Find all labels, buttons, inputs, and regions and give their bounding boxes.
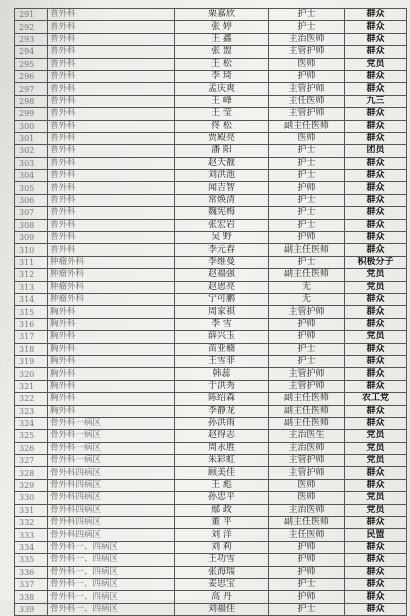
political-status-cell: 群众 xyxy=(345,108,407,120)
row-number: 332 xyxy=(15,517,48,529)
department-cell: 骨外科一、四病区 xyxy=(48,603,175,615)
political-status-cell: 群众 xyxy=(345,21,407,33)
political-status-cell: 民盟 xyxy=(345,529,407,541)
table-row xyxy=(15,46,407,58)
department-cell: 胸外科 xyxy=(48,306,175,318)
name-cell: 常焕清 xyxy=(175,194,269,206)
row-number: 296 xyxy=(15,70,48,82)
row-number: 320 xyxy=(15,368,48,380)
name-cell: 李维曼 xyxy=(175,256,269,268)
title-cell: 主治医师 xyxy=(269,33,345,45)
name-cell: 赵得志 xyxy=(175,430,269,442)
political-status-cell: 群众 xyxy=(345,182,407,194)
title-cell: 护士 xyxy=(269,9,345,21)
table-row xyxy=(15,355,407,367)
row-number: 326 xyxy=(15,442,48,454)
title-cell: 护士 xyxy=(269,256,345,268)
department-cell: 骨外科一、四病区 xyxy=(48,554,175,566)
row-number: 293 xyxy=(15,33,48,45)
title-cell: 主管护师 xyxy=(269,455,345,467)
name-cell: 朱彩虹 xyxy=(175,455,269,467)
political-status-cell: 农工党 xyxy=(345,393,407,405)
title-cell: 副主任医师 xyxy=(269,405,345,417)
table-row xyxy=(15,578,407,590)
title-cell: 副主任医师 xyxy=(269,417,345,429)
row-number: 301 xyxy=(15,132,48,144)
department-cell: 骨外科一病区 xyxy=(48,455,175,467)
row-number: 291 xyxy=(15,9,48,21)
row-number: 328 xyxy=(15,467,48,479)
title-cell: 医师 xyxy=(269,479,345,491)
title-cell: 护士 xyxy=(269,343,345,355)
political-status-cell: 党员 xyxy=(345,281,407,293)
name-cell: 刘福佳 xyxy=(175,603,269,615)
row-number: 306 xyxy=(15,194,48,206)
political-status-cell: 群众 xyxy=(345,467,407,479)
title-cell: 副主任医师 xyxy=(269,269,345,281)
department-cell: 普外科 xyxy=(48,219,175,231)
table-row xyxy=(15,120,407,132)
row-number: 323 xyxy=(15,405,48,417)
department-cell: 普外科 xyxy=(48,170,175,182)
political-status-cell: 群众 xyxy=(345,479,407,491)
department-cell: 普外科 xyxy=(48,33,175,45)
name-cell: 董 平 xyxy=(175,517,269,529)
row-number: 330 xyxy=(15,492,48,504)
political-status-cell: 群众 xyxy=(345,318,407,330)
department-cell: 普外科 xyxy=(48,244,175,256)
name-cell: 王 莹 xyxy=(175,108,269,120)
table-row xyxy=(15,269,407,281)
table-row xyxy=(15,504,407,516)
name-cell: 栗嘉欣 xyxy=(175,9,269,21)
name-cell: 张 婷 xyxy=(175,21,269,33)
political-status-cell: 群众 xyxy=(345,120,407,132)
title-cell: 护师 xyxy=(269,182,345,194)
row-number: 310 xyxy=(15,244,48,256)
political-status-cell: 党员 xyxy=(345,504,407,516)
department-cell: 骨外科四病区 xyxy=(48,504,175,516)
name-cell: 李元春 xyxy=(175,244,269,256)
political-status-cell: 群众 xyxy=(345,355,407,367)
table-row xyxy=(15,9,407,21)
political-status-cell: 群众 xyxy=(345,132,407,144)
department-cell: 骨外科一、四病区 xyxy=(48,591,175,603)
department-cell: 骨外科一病区 xyxy=(48,442,175,454)
department-cell: 肿瘤外科 xyxy=(48,293,175,305)
row-number: 322 xyxy=(15,393,48,405)
table-row xyxy=(15,529,407,541)
political-status-cell: 群众 xyxy=(345,293,407,305)
title-cell: 主管护师 xyxy=(269,108,345,120)
title-cell: 主治医师 xyxy=(269,442,345,454)
department-cell: 骨外科一病区 xyxy=(48,417,175,429)
table-row xyxy=(15,343,407,355)
title-cell: 副主任医师 xyxy=(269,244,345,256)
department-cell: 骨外科四病区 xyxy=(48,479,175,491)
table-row xyxy=(15,194,407,206)
title-cell: 主管护师 xyxy=(269,368,345,380)
row-number: 335 xyxy=(15,554,48,566)
row-number: 302 xyxy=(15,145,48,157)
table-row xyxy=(15,591,407,603)
table-row xyxy=(15,232,407,244)
row-number: 311 xyxy=(15,256,48,268)
title-cell: 副主任医师 xyxy=(269,120,345,132)
title-cell: 护士 xyxy=(269,578,345,590)
title-cell: 护士 xyxy=(269,157,345,169)
name-cell: 周永胜 xyxy=(175,442,269,454)
title-cell: 护士 xyxy=(269,207,345,219)
name-cell: 潘 阳 xyxy=(175,145,269,157)
title-cell: 护师 xyxy=(269,541,345,553)
name-cell: 魏宪梅 xyxy=(175,207,269,219)
title-cell: 护师 xyxy=(269,566,345,578)
department-cell: 肿瘤外科 xyxy=(48,269,175,281)
row-number: 317 xyxy=(15,331,48,343)
row-number: 297 xyxy=(15,83,48,95)
department-cell: 骨外科四病区 xyxy=(48,467,175,479)
department-cell: 胸外科 xyxy=(48,331,175,343)
row-number: 294 xyxy=(15,46,48,58)
name-cell: 孙忠平 xyxy=(175,492,269,504)
political-status-cell: 群众 xyxy=(345,417,407,429)
political-status-cell: 群众 xyxy=(345,219,407,231)
department-cell: 胸外科 xyxy=(48,318,175,330)
political-status-cell: 群众 xyxy=(345,157,407,169)
department-cell: 普外科 xyxy=(48,145,175,157)
political-status-cell: 党员 xyxy=(345,492,407,504)
department-cell: 肿瘤外科 xyxy=(48,256,175,268)
row-number: 298 xyxy=(15,95,48,107)
department-cell: 普外科 xyxy=(48,70,175,82)
table-row xyxy=(15,281,407,293)
name-cell: 李 雪 xyxy=(175,318,269,330)
name-cell: 赵天靓 xyxy=(175,157,269,169)
name-cell: 赵恩亮 xyxy=(175,281,269,293)
political-status-cell: 群众 xyxy=(345,170,407,182)
name-cell: 张海瑞 xyxy=(175,566,269,578)
name-cell: 顾美佳 xyxy=(175,467,269,479)
row-number: 338 xyxy=(15,591,48,603)
title-cell: 护士 xyxy=(269,194,345,206)
political-status-cell: 团员 xyxy=(345,145,407,157)
title-cell: 护士 xyxy=(269,170,345,182)
political-status-cell: 群众 xyxy=(345,541,407,553)
political-status-cell: 群众 xyxy=(345,591,407,603)
row-number: 312 xyxy=(15,269,48,281)
department-cell: 骨外科一病区 xyxy=(48,430,175,442)
table-row xyxy=(15,318,407,330)
table-row xyxy=(15,517,407,529)
department-cell: 普外科 xyxy=(48,120,175,132)
name-cell: 宁可鹏 xyxy=(175,293,269,305)
name-cell: 孙洪雨 xyxy=(175,417,269,429)
row-number: 321 xyxy=(15,380,48,392)
table-row xyxy=(15,108,407,120)
department-cell: 普外科 xyxy=(48,194,175,206)
political-status-cell: 群众 xyxy=(345,554,407,566)
department-cell: 胸外科 xyxy=(48,355,175,367)
department-cell: 骨外科一、四病区 xyxy=(48,566,175,578)
name-cell: 王 松 xyxy=(175,58,269,70)
name-cell: 佟 松 xyxy=(175,120,269,132)
row-number: 324 xyxy=(15,417,48,429)
table-row xyxy=(15,603,407,615)
department-cell: 胸外科 xyxy=(48,405,175,417)
row-number: 300 xyxy=(15,120,48,132)
title-cell: 护士 xyxy=(269,603,345,615)
name-cell: 于洪秀 xyxy=(175,380,269,392)
political-status-cell: 群众 xyxy=(345,306,407,318)
department-cell: 普外科 xyxy=(48,58,175,70)
table-row xyxy=(15,566,407,578)
row-number: 336 xyxy=(15,566,48,578)
title-cell: 主管护师 xyxy=(269,306,345,318)
name-cell: 王功雪 xyxy=(175,554,269,566)
political-status-cell: 群众 xyxy=(345,207,407,219)
table-row xyxy=(15,541,407,553)
name-cell: 张 盟 xyxy=(175,46,269,58)
table-row xyxy=(15,430,407,442)
row-number: 295 xyxy=(15,58,48,70)
row-number: 337 xyxy=(15,578,48,590)
political-status-cell: 群众 xyxy=(345,70,407,82)
row-number: 325 xyxy=(15,430,48,442)
title-cell: 护师 xyxy=(269,70,345,82)
table-row xyxy=(15,293,407,305)
political-status-cell: 群众 xyxy=(345,244,407,256)
title-cell: 护士 xyxy=(269,355,345,367)
department-cell: 普外科 xyxy=(48,132,175,144)
row-number: 299 xyxy=(15,108,48,120)
department-cell: 骨外科四病区 xyxy=(48,492,175,504)
title-cell: 护士 xyxy=(269,145,345,157)
name-cell: 吴 野 xyxy=(175,232,269,244)
title-cell: 护师 xyxy=(269,318,345,330)
political-status-cell: 群众 xyxy=(345,343,407,355)
title-cell: 主治医生 xyxy=(269,430,345,442)
table-row xyxy=(15,554,407,566)
political-status-cell: 群众 xyxy=(345,33,407,45)
political-status-cell: 党员 xyxy=(345,269,407,281)
table-row xyxy=(15,331,407,343)
title-cell: 医师 xyxy=(269,132,345,144)
name-cell: 赵福强 xyxy=(175,269,269,281)
row-number: 319 xyxy=(15,355,48,367)
staff-table xyxy=(14,8,407,616)
political-status-cell: 党员 xyxy=(345,58,407,70)
title-cell: 副主任医师 xyxy=(269,393,345,405)
political-status-cell: 群众 xyxy=(345,194,407,206)
department-cell: 普外科 xyxy=(48,83,175,95)
department-cell: 胸外科 xyxy=(48,393,175,405)
department-cell: 骨外科四病区 xyxy=(48,517,175,529)
political-status-cell: 党员 xyxy=(345,442,407,454)
department-cell: 普外科 xyxy=(48,182,175,194)
row-number: 308 xyxy=(15,219,48,231)
name-cell: 鄢 政 xyxy=(175,504,269,516)
table-row xyxy=(15,145,407,157)
table-row xyxy=(15,58,407,70)
title-cell: 护师 xyxy=(269,591,345,603)
title-cell: 护士 xyxy=(269,21,345,33)
political-status-cell: 积极分子 xyxy=(345,256,407,268)
name-cell: 刘洪池 xyxy=(175,170,269,182)
row-number: 303 xyxy=(15,157,48,169)
row-number: 307 xyxy=(15,207,48,219)
political-status-cell: 群众 xyxy=(345,83,407,95)
title-cell: 主管护师 xyxy=(269,46,345,58)
row-number: 315 xyxy=(15,306,48,318)
title-cell: 主管护师 xyxy=(269,467,345,479)
table-row xyxy=(15,244,407,256)
row-number: 313 xyxy=(15,281,48,293)
name-cell: 李静龙 xyxy=(175,405,269,417)
title-cell: 医师 xyxy=(269,492,345,504)
row-number: 304 xyxy=(15,170,48,182)
name-cell: 刘 洋 xyxy=(175,529,269,541)
table-row xyxy=(15,492,407,504)
title-cell: 医师 xyxy=(269,58,345,70)
table-row xyxy=(15,83,407,95)
title-cell: 副主任医师 xyxy=(269,517,345,529)
department-cell: 骨外科一、四病区 xyxy=(48,578,175,590)
department-cell: 普外科 xyxy=(48,95,175,107)
title-cell: 主任医师 xyxy=(269,95,345,107)
table-row xyxy=(15,219,407,231)
title-cell: 护师 xyxy=(269,331,345,343)
title-cell: 护师 xyxy=(269,554,345,566)
department-cell: 普外科 xyxy=(48,108,175,120)
table-row xyxy=(15,256,407,268)
table-row xyxy=(15,455,407,467)
political-status-cell: 党员 xyxy=(345,331,407,343)
name-cell: 周家祺 xyxy=(175,306,269,318)
name-cell: 姜思宝 xyxy=(175,578,269,590)
department-cell: 胸外科 xyxy=(48,368,175,380)
row-number: 292 xyxy=(15,21,48,33)
name-cell: 张宏岩 xyxy=(175,219,269,231)
department-cell: 胸外科 xyxy=(48,380,175,392)
row-number: 314 xyxy=(15,293,48,305)
political-status-cell: 群众 xyxy=(345,405,407,417)
row-number: 333 xyxy=(15,529,48,541)
political-status-cell: 群众 xyxy=(345,368,407,380)
department-cell: 胸外科 xyxy=(48,343,175,355)
row-number: 327 xyxy=(15,455,48,467)
title-cell: 无 xyxy=(269,281,345,293)
table-row xyxy=(15,393,407,405)
table-row xyxy=(15,21,407,33)
table-row xyxy=(15,132,407,144)
name-cell: 王 鑫 xyxy=(175,33,269,45)
name-cell: 陈绍森 xyxy=(175,393,269,405)
table-row xyxy=(15,95,407,107)
table-row xyxy=(15,405,407,417)
political-status-cell: 群众 xyxy=(345,566,407,578)
political-status-cell: 党员 xyxy=(345,430,407,442)
name-cell: 孟庆爽 xyxy=(175,83,269,95)
table-row xyxy=(15,479,407,491)
title-cell: 主管护师 xyxy=(269,380,345,392)
title-cell: 无 xyxy=(269,293,345,305)
department-cell: 普外科 xyxy=(48,21,175,33)
row-number: 309 xyxy=(15,232,48,244)
name-cell: 李 琦 xyxy=(175,70,269,82)
political-status-cell: 群众 xyxy=(345,9,407,21)
table-row xyxy=(15,170,407,182)
table-row xyxy=(15,380,407,392)
political-status-cell: 群众 xyxy=(345,46,407,58)
department-cell: 普外科 xyxy=(48,232,175,244)
name-cell: 贾殿亮 xyxy=(175,132,269,144)
row-number: 334 xyxy=(15,541,48,553)
table-row xyxy=(15,157,407,169)
table-row xyxy=(15,207,407,219)
political-status-cell: 九三 xyxy=(345,95,407,107)
table-row xyxy=(15,306,407,318)
row-number: 305 xyxy=(15,182,48,194)
row-number: 329 xyxy=(15,479,48,491)
name-cell: 王 峰 xyxy=(175,95,269,107)
table-row xyxy=(15,33,407,45)
name-cell: 王雪菲 xyxy=(175,355,269,367)
political-status-cell: 群众 xyxy=(345,517,407,529)
table-row xyxy=(15,467,407,479)
title-cell: 主治医师 xyxy=(269,504,345,516)
political-status-cell: 群众 xyxy=(345,603,407,615)
name-cell: 高 丹 xyxy=(175,591,269,603)
department-cell: 普外科 xyxy=(48,9,175,21)
name-cell: 苗亚楠 xyxy=(175,343,269,355)
title-cell: 护士 xyxy=(269,219,345,231)
table-row xyxy=(15,70,407,82)
row-number: 331 xyxy=(15,504,48,516)
political-status-cell: 群众 xyxy=(345,380,407,392)
department-cell: 普外科 xyxy=(48,46,175,58)
name-cell: 韩蕊 xyxy=(175,368,269,380)
row-number: 318 xyxy=(15,343,48,355)
political-status-cell: 群众 xyxy=(345,232,407,244)
staff-table-body xyxy=(15,9,407,616)
title-cell: 主任医师 xyxy=(269,529,345,541)
row-number: 316 xyxy=(15,318,48,330)
table-row xyxy=(15,417,407,429)
name-cell: 闻吉智 xyxy=(175,182,269,194)
political-status-cell: 群众 xyxy=(345,578,407,590)
name-cell: 薛兴玉 xyxy=(175,331,269,343)
title-cell: 主管护师 xyxy=(269,83,345,95)
table-row xyxy=(15,442,407,454)
department-cell: 骨外科一、四病区 xyxy=(48,541,175,553)
department-cell: 普外科 xyxy=(48,157,175,169)
department-cell: 肿瘤外科 xyxy=(48,281,175,293)
table-row xyxy=(15,182,407,194)
name-cell: 王 彪 xyxy=(175,479,269,491)
political-status-cell: 党员 xyxy=(345,455,407,467)
title-cell: 护师 xyxy=(269,232,345,244)
name-cell: 刘 莉 xyxy=(175,541,269,553)
table-row xyxy=(15,368,407,380)
row-number: 339 xyxy=(15,603,48,615)
department-cell: 骨外科四病区 xyxy=(48,529,175,541)
department-cell: 普外科 xyxy=(48,207,175,219)
